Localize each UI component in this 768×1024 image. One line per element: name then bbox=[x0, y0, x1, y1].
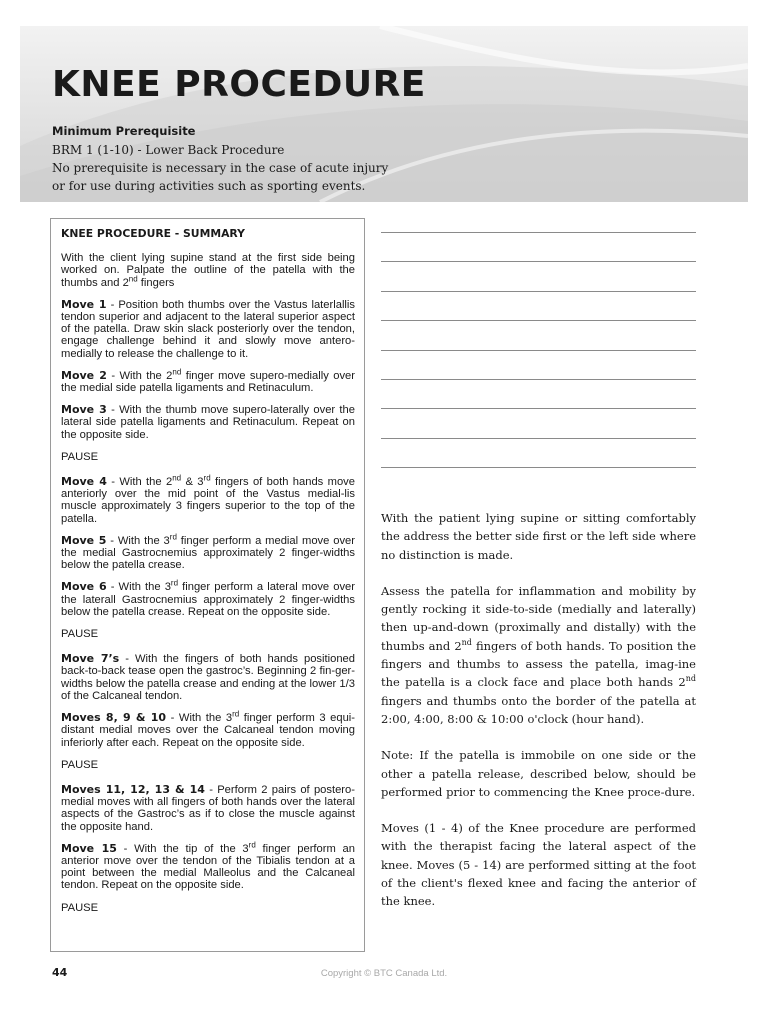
move-15: Move 15 - With the tip of the 3rd finger perform an anterior move over the tendon of the Tibialis tendon at a point between the medial Malleolus and the Calcaneal tendon. Repeat on the opposite side. bbox=[61, 839, 355, 892]
prerequisite-heading: Minimum Prerequisite bbox=[52, 124, 196, 138]
body-paragraph: Assess the patella for inflammation and mobility by gently rocking it side-to-side (medially and laterally) then up-and-down (proximally and distally) with the thumbs and 2nd fingers of both hands. To position the fingers and thumbs to assess the patella, imag-ine the patella is a clock face and place both hands 2nd fingers and thumbs onto the border of the patella at 2:00, 4:00, 8:00 & 10:00 o'clock (hour hand). bbox=[381, 583, 696, 726]
note-line bbox=[381, 261, 696, 262]
note-line bbox=[381, 408, 696, 409]
summary-box bbox=[50, 218, 365, 952]
pause-label: PAUSE bbox=[61, 450, 99, 463]
prerequisite-line: No prerequisite is necessary in the case of acute injury bbox=[52, 161, 389, 175]
body-text bbox=[381, 509, 696, 929]
prerequisite-text bbox=[52, 141, 389, 195]
move-7: Move 7’s - With the fingers of both hands positioned back-to-back tease open the gastroc’s. Beginning 2 fin-ger-widths below the patella crease and ending at the lower 1/3 of the Calcaneal tendon. bbox=[61, 652, 355, 702]
pause-label: PAUSE bbox=[61, 901, 99, 914]
body-paragraph: Moves (1 - 4) of the Knee procedure are performed with the therapist facing the lateral aspect of the knee. Moves (5 - 14) are performed sitting at the foot of the client's flexed knee and facing the anterior of the knee. bbox=[381, 821, 696, 909]
move-4: Move 4 - With the 2nd & 3rd fingers of both hands move anteriorly over the mid point of the Vastus medial-lis muscle approximately 3 fingers superior to the top of the patella. bbox=[61, 473, 355, 525]
note-line bbox=[381, 232, 696, 233]
pause-label: PAUSE bbox=[61, 758, 99, 771]
prerequisite-line: BRM 1 (1-10) - Lower Back Procedure bbox=[52, 143, 285, 157]
moves-11-14: Moves 11, 12, 13 & 14 - Perform 2 pairs of postero-medial moves with all fingers of both hands over the lateral aspects of the Gastroc’s as if to close the muscle against the opposite hand. bbox=[61, 782, 355, 833]
body-paragraph: With the patient lying supine or sitting comfortably the address the better side first or the left side where no distinction is made. bbox=[381, 511, 696, 562]
note-line bbox=[381, 320, 696, 321]
page-number: 44 bbox=[52, 966, 68, 979]
note-line bbox=[381, 467, 696, 468]
note-line bbox=[381, 438, 696, 439]
moves-8-10: Moves 8, 9 & 10 - With the 3rd finger perform 3 equi-distant medial moves over the Calcaneal tendon moving inferiorly after each. Repeat on the opposite side. bbox=[61, 709, 355, 749]
body-paragraph: Note: If the patella is immobile on one side or the other a patella release, described below, should be performed prior to commencing the Knee proce-dure. bbox=[381, 748, 696, 799]
move-2: Move 2 - With the 2nd finger move supero-medially over the medial side patella ligaments and Retinaculum. bbox=[61, 367, 355, 395]
summary-intro: With the client lying supine stand at the first side being worked on. Palpate the outline of the patella with the thumbs and 2nd fingers bbox=[61, 252, 355, 289]
copyright-notice: Copyright © BTC Canada Ltd. bbox=[320, 968, 448, 979]
pause-label: PAUSE bbox=[61, 628, 99, 641]
move-6: Move 6 - With the 3rd finger perform a lateral move over the laterall Gastrocnemius approximately 2 finger-widths below the patella crease. Repeat on the opposite side. bbox=[61, 578, 356, 618]
move-3: Move 3 - With the thumb move supero-laterally over the lateral side patella ligaments and Retinaculum. Repeat on the opposite side. bbox=[61, 403, 355, 441]
note-line bbox=[381, 350, 696, 351]
note-line bbox=[381, 291, 696, 292]
move-5: Move 5 - With the 3rd finger perform a medial move over the medial Gastrocnemius approximately 2 finger-widths below the patella crease. bbox=[61, 532, 355, 572]
note-line bbox=[381, 379, 696, 380]
prerequisite-line: or for use during activities such as sporting events. bbox=[52, 179, 366, 193]
page-title: KNEE PROCEDURE bbox=[52, 64, 426, 105]
move-1: Move 1 - Position both thumbs over the Vastus laterlallis tendon superior and adjacent to the lateral superior aspect of the patella. Draw skin slack posteriorly over the tendon, engage challenge behind it and slowly move antero-medially to release the challenge to it. bbox=[61, 297, 355, 360]
notes-lines bbox=[381, 232, 696, 497]
summary-title: KNEE PROCEDURE - SUMMARY bbox=[61, 227, 245, 240]
